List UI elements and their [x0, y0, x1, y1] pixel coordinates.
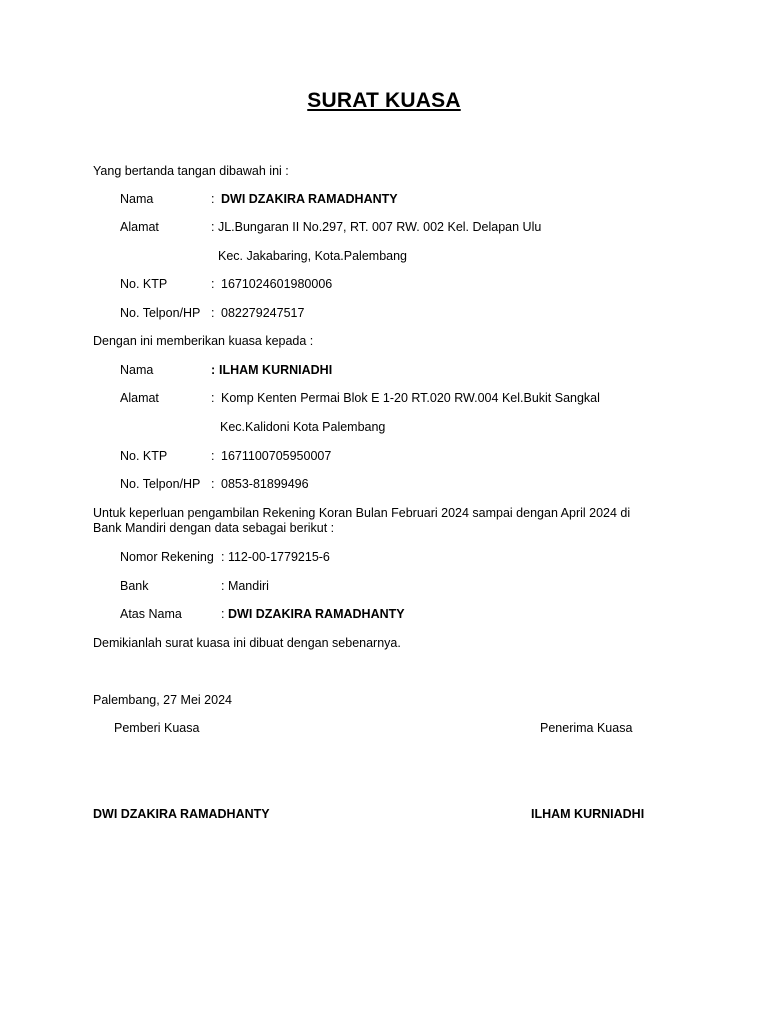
document-title: SURAT KUASA	[307, 89, 461, 112]
grantee-alamat-value-2: Kec.Kalidoni Kota Palembang	[220, 420, 386, 434]
grantee-ktp-label: No. KTP	[120, 449, 168, 463]
grantee-telp-label: No. Telpon/HP	[120, 477, 201, 491]
grantor-telp-label: No. Telpon/HP	[120, 306, 201, 320]
grantor-telp-value: 082279247517	[221, 306, 305, 320]
account-bank-value: : Mandiri	[221, 579, 269, 593]
grantor-alamat-label: Alamat	[120, 220, 159, 234]
colon: :	[211, 449, 215, 463]
place-date: Palembang, 27 Mei 2024	[93, 693, 232, 707]
colon: :	[211, 363, 216, 377]
grantor-nama-label: Nama	[120, 192, 154, 206]
account-atas-value: DWI DZAKIRA RAMADHANTY	[228, 607, 405, 621]
grantor-alamat-value-2: Kec. Jakabaring, Kota.Palembang	[218, 249, 408, 263]
grantee-nama-label: Nama	[120, 363, 154, 377]
grantee-alamat-label: Alamat	[120, 391, 159, 405]
colon: :	[211, 306, 215, 320]
colon: :	[211, 391, 215, 405]
grantor-ktp-value: 1671024601980006	[221, 277, 333, 291]
intro-text: Yang bertanda tangan dibawah ini :	[93, 164, 289, 178]
grantor-ktp-label: No. KTP	[120, 277, 168, 291]
grantee-nama-value: ILHAM KURNIADHI	[219, 363, 333, 377]
grantor-nama-value: DWI DZAKIRA RAMADHANTY	[221, 192, 398, 206]
grantee-ktp-value: 1671100705950007	[221, 449, 332, 463]
colon: :	[211, 192, 215, 206]
closing-text: Demikianlah surat kuasa ini dibuat dengan sebenarnya.	[93, 636, 401, 650]
account-bank-label: Bank	[120, 579, 149, 593]
signature-left-role: Pemberi Kuasa	[114, 721, 200, 735]
signature-left-name: DWI DZAKIRA RAMADHANTY	[93, 807, 270, 821]
colon: :	[211, 477, 215, 491]
colon: :	[211, 277, 215, 291]
account-rek-value: : 112-00-1779215-6	[221, 550, 330, 564]
signature-right-name: ILHAM KURNIADHI	[531, 807, 645, 821]
grantee-telp-value: 0853-81899496	[221, 477, 309, 491]
grantor-alamat-value: : JL.Bungaran II No.297, RT. 007 RW. 002 Kel. Delapan Ulu	[211, 220, 542, 234]
account-rek-label: Nomor Rekening	[120, 550, 214, 564]
account-atas-label: Atas Nama	[120, 607, 182, 621]
purpose-paragraph: Untuk keperluan pengambilan Rekening Koran Bulan Februari 2024 sampai dengan April 2024 di Bank Mandiri dengan data sebagai berikut :	[93, 506, 631, 535]
colon: :	[221, 607, 225, 621]
grantee-alamat-value: Komp Kenten Permai Blok E 1-20 RT.020 RW.004 Kel.Bukit Sangkal	[221, 391, 600, 405]
grant-line: Dengan ini memberikan kuasa kepada :	[93, 334, 314, 348]
signature-right-role: Penerima Kuasa	[540, 721, 633, 735]
